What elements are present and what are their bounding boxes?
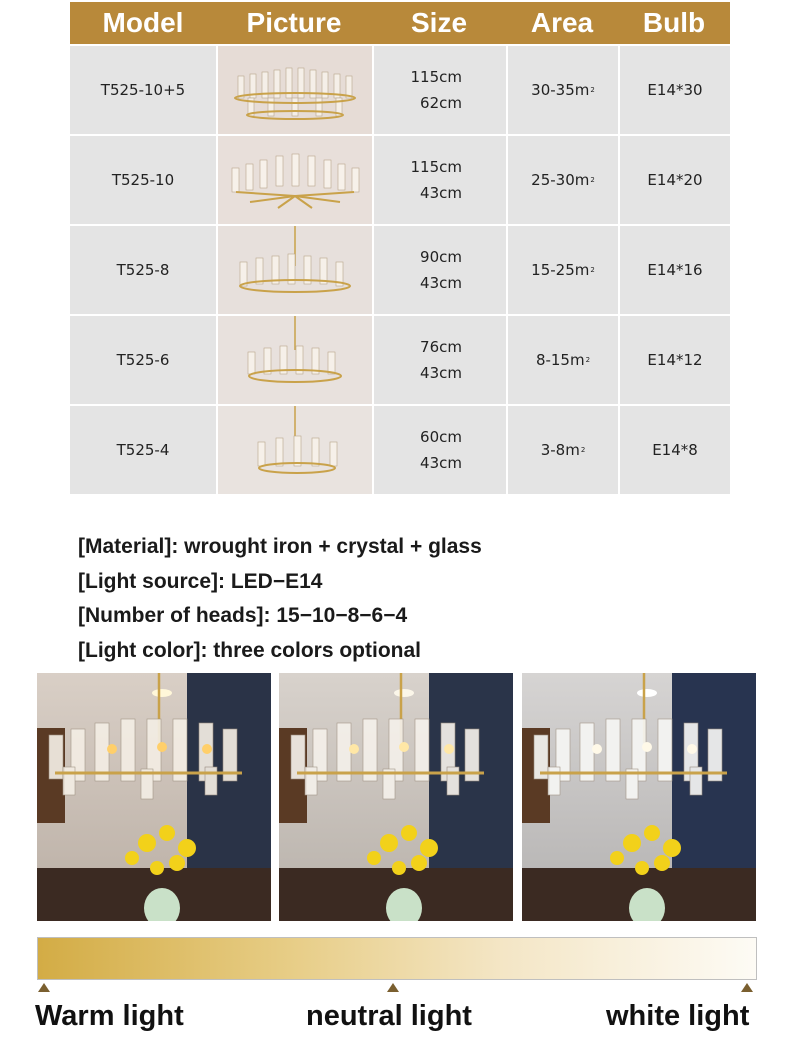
model-cell: T525-10 xyxy=(111,171,175,189)
chandelier-thumbnail xyxy=(216,136,372,224)
header-bulb: Bulb xyxy=(642,7,706,38)
size-cell xyxy=(372,226,506,314)
model-cell: T525-6 xyxy=(116,351,170,369)
table-row xyxy=(70,134,730,224)
size-cell xyxy=(372,46,506,134)
area-superscript: 2 xyxy=(580,446,586,454)
area-value: 25-30m xyxy=(531,171,590,189)
color-temperature-gradient xyxy=(37,937,757,980)
heads-spec: [Number of heads]: 15−10−8−6−4 xyxy=(78,604,408,627)
table-row xyxy=(70,224,730,314)
warm-marker-icon xyxy=(38,983,50,992)
neutral-marker-icon xyxy=(387,983,399,992)
spec-table xyxy=(70,2,730,494)
model-cell: T525-10+5 xyxy=(100,81,186,99)
model-cell: T525-4 xyxy=(116,441,170,459)
area-superscript: 2 xyxy=(590,86,595,94)
table-row xyxy=(70,404,730,494)
area-cell xyxy=(506,136,618,224)
height-value: 43cm xyxy=(420,364,462,382)
bulb-cell: E14*30 xyxy=(618,46,730,134)
header-size: Size xyxy=(410,7,468,38)
area-cell xyxy=(506,406,618,494)
chandelier-thumbnail xyxy=(216,46,372,134)
height-value: 43cm xyxy=(420,454,462,472)
area-cell xyxy=(506,316,618,404)
diameter-value: 115cm xyxy=(410,158,462,176)
light-color-spec: [Light color]: three colors optional xyxy=(78,638,421,662)
chandelier-thumbnail xyxy=(216,406,372,494)
size-cell xyxy=(372,316,506,404)
bulb-cell: E14*20 xyxy=(618,136,730,224)
header-area: Area xyxy=(530,7,594,38)
model-cell: T525-8 xyxy=(116,261,170,279)
warm-light-label: Warm light xyxy=(35,1000,184,1032)
neutral-light-label: neutral light xyxy=(306,1000,472,1032)
bulb-cell: E14*8 xyxy=(618,406,730,494)
header-model: Model xyxy=(102,7,184,38)
area-cell xyxy=(506,46,618,134)
diameter-value: 115cm xyxy=(410,68,462,86)
area-value: 30-35m xyxy=(531,81,590,99)
bulb-cell: E14*16 xyxy=(618,226,730,314)
material-spec: [Material]: wrought iron + crystal + glass xyxy=(78,535,482,558)
white-marker-icon xyxy=(741,983,753,992)
diameter-value: 60cm xyxy=(420,428,462,446)
table-row xyxy=(70,314,730,404)
area-value: 8-15m xyxy=(535,351,585,369)
chandelier-thumbnail xyxy=(216,226,372,314)
diameter-value: 90cm xyxy=(420,248,462,266)
area-superscript: 2 xyxy=(590,176,595,184)
table-row xyxy=(70,44,730,134)
light-source-spec: [Light source]: LED−E14 xyxy=(78,569,323,593)
chandelier-thumbnail xyxy=(216,316,372,404)
warm-light-photo xyxy=(37,673,271,921)
area-value: 15-25m xyxy=(531,261,590,279)
area-cell xyxy=(506,226,618,314)
size-cell xyxy=(372,136,506,224)
header-picture: Picture xyxy=(246,7,342,38)
area-superscript: 2 xyxy=(585,356,591,364)
bulb-cell: E14*12 xyxy=(618,316,730,404)
white-light-label: white light xyxy=(606,1000,750,1032)
product-specs xyxy=(78,530,482,668)
area-superscript: 2 xyxy=(590,266,595,274)
neutral-light-photo xyxy=(279,673,513,921)
area-value: 3-8m xyxy=(540,441,580,459)
size-cell xyxy=(372,406,506,494)
diameter-value: 76cm xyxy=(420,338,462,356)
table-header xyxy=(70,2,730,44)
white-light-photo xyxy=(522,673,756,921)
height-value: 62cm xyxy=(420,94,462,112)
height-value: 43cm xyxy=(420,274,462,292)
height-value: 43cm xyxy=(420,184,462,202)
